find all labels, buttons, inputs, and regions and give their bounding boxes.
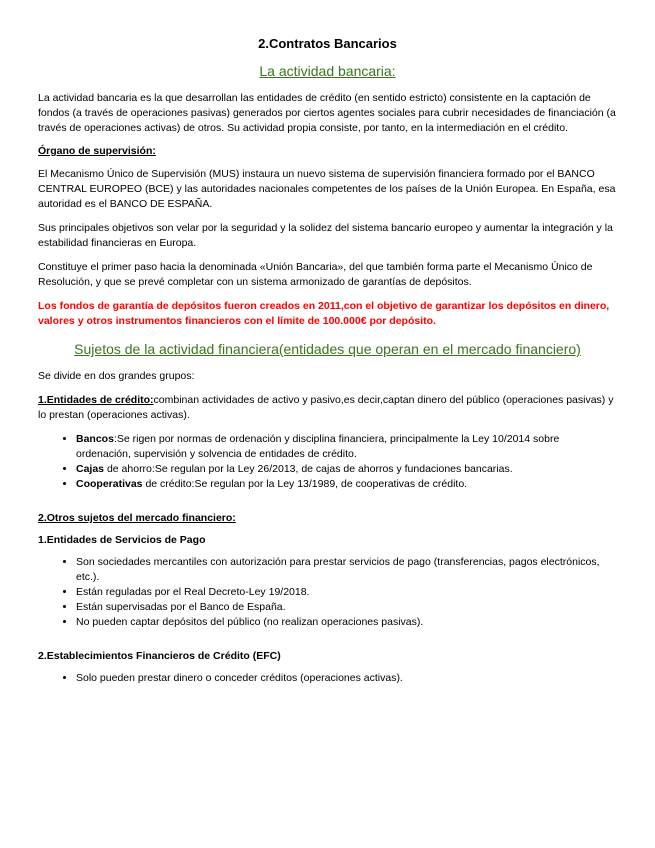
list-item: • Están reguladas por el Real Decreto-Ley 19/2018.	[76, 585, 617, 600]
paragraph-actividad: La actividad bancaria es la que desarrollan las entidades de crédito (en sentido estricto) consistente en la captación de fondos (a través de operaciones pasivas) generados por ciertos agentes sociales para cubrir necesidades de financiación (a través de operaciones activas) de otros. Su actividad propia consiste, por tanto, en la intermediación en el crédito.	[38, 92, 616, 134]
section-heading-actividad: La actividad bancaria:	[259, 63, 396, 79]
item-text: :Se rigen por normas de ordenación y disciplina financiera, principalmente la Ley 10/2014 sobre ordenación, supervisión y solvencia de entidades de crédito.	[76, 433, 560, 460]
heading-efc: 2.Establecimientos Financieros de Crédito (EFC)	[38, 650, 281, 662]
paragraph-entidades-credito	[38, 393, 617, 423]
section-heading-sujetos: Sujetos de la actividad financiera(entidades que operan en el mercado financiero)	[74, 341, 581, 357]
paragraph-intro-grupos: Se divide en dos grandes grupos:	[38, 370, 195, 382]
highlight-fondos-garantia: Los fondos de garantía de depósitos fueron creados en 2011,con el objetivo de garantizar los depósitos en dinero, valores y otros instrumentos financieros con el límite de 100.000€ por depósito.	[38, 300, 610, 327]
item-text: de ahorro:Se regulan por la Ley 26/2013, de cajas de ahorros y fundaciones bancarias.	[104, 463, 513, 475]
heading-servicios-pago: 1.Entidades de Servicios de Pago	[38, 534, 206, 546]
heading-otros-sujetos: 2.Otros sujetos del mercado financiero:	[38, 512, 236, 524]
list-efc	[38, 671, 617, 686]
item-bold: Cajas	[76, 463, 105, 475]
list-item: • Son sociedades mercantiles con autorización para prestar servicios de pago (transferencias, pagos electrónicos, etc.).	[76, 555, 617, 585]
paragraph-mus: El Mecanismo Único de Supervisión (MUS) instaura un nuevo sistema de supervisión financiera formado por el BANCO CENTRAL EUROPEO (BCE) y las autoridades nacionales competentes de los países de la Unión Europea. En España, esa autoridad es el BANCO DE ESPAÑA.	[38, 168, 616, 210]
list-item: • Están supervisadas por el Banco de España.	[76, 600, 617, 615]
list-servicios-pago	[38, 555, 617, 630]
paragraph-union-bancaria: Constituye el primer paso hacia la denominada «Unión Bancaria», del que también forma parte el Mecanismo Único de Resolución, y que se prevé completar con un sistema armonizado de garantías de depósitos.	[38, 261, 593, 288]
item-bold: Bancos	[76, 433, 114, 445]
item-bold: Cooperativas	[76, 478, 143, 490]
list-item	[76, 462, 617, 477]
heading-supervision: Órgano de supervisión:	[38, 145, 156, 157]
list-item	[76, 432, 617, 462]
item-text: de crédito:Se regulan por la Ley 13/1989, de cooperativas de crédito.	[142, 478, 468, 490]
paragraph-objetivos: Sus principales objetivos son velar por la seguridad y la solidez del sistema bancario europeo y aumentar la integración y la estabilidad financieras en Europa.	[38, 222, 613, 249]
page-title: 2.Contratos Bancarios	[258, 36, 397, 51]
list-item	[76, 477, 617, 492]
group1-title: 1.Entidades de crédito:	[38, 394, 154, 406]
group1-text: combinan actividades de activo y pasivo,es decir,captan dinero del público (operaciones pasivas) y lo prestan (operaciones activas).	[38, 394, 614, 421]
list-entidades-credito	[38, 432, 617, 492]
list-item: • No pueden captar depósitos del público (no realizan operaciones pasivas).	[76, 615, 617, 630]
list-item: • Solo pueden prestar dinero o conceder créditos (operaciones activas).	[76, 671, 617, 686]
